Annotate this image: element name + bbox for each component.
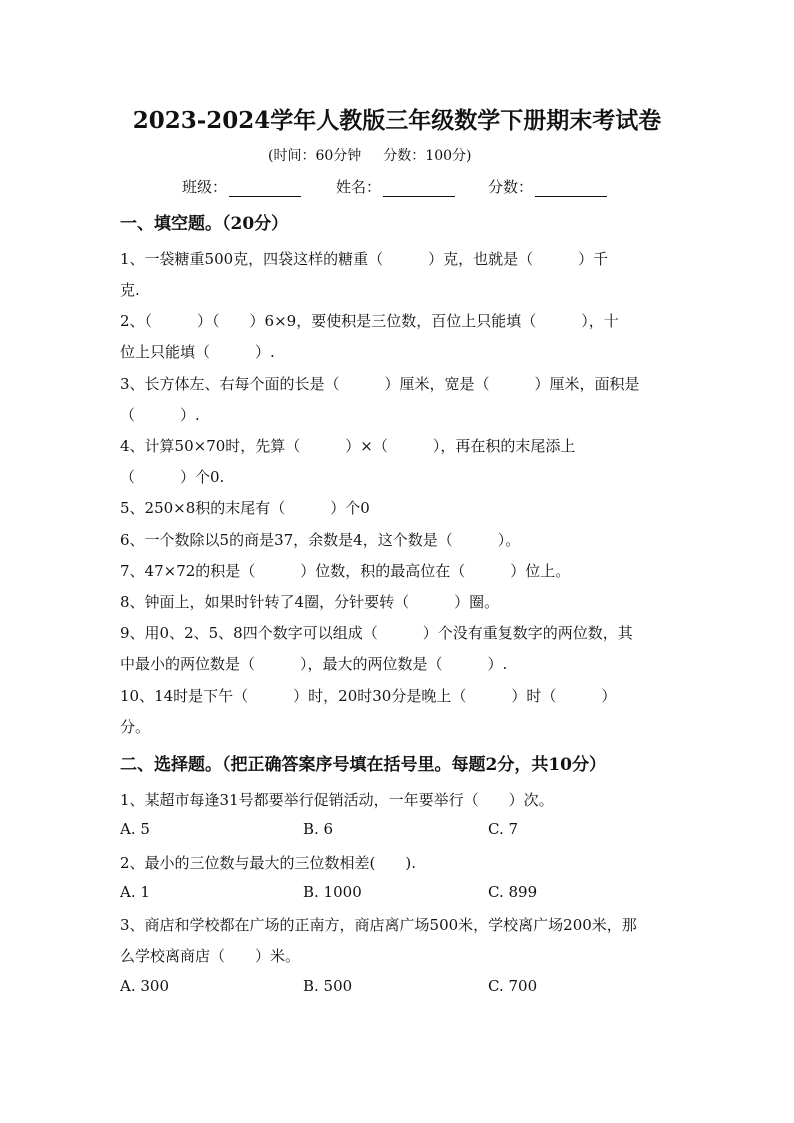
question-line: 9、用0、2、5、8四个数字可以组成（ ）个没有重复数字的两位数，其 <box>120 624 633 642</box>
class-label: 班级： <box>182 178 228 196</box>
question-line: 7、47×72的积是（ ）位数，积的最高位在（ ）位上。 <box>120 562 571 580</box>
q2-option-c[interactable]: C. 899 <box>488 883 538 901</box>
q3-option-b[interactable]: B. 500 <box>303 977 353 995</box>
question-line: 5、250×8积的末尾有（ ）个0 <box>120 499 370 517</box>
class-field <box>182 176 301 197</box>
choice-question-3-cont: 么学校离商店（ ）米。 <box>120 947 301 965</box>
choice-question-2: 2、最小的三位数与最大的三位数相差( ). <box>120 854 417 872</box>
question-line: 6、一个数除以5的商是37，余数是4，这个数是（ ）。 <box>120 531 521 549</box>
question-line: 10、14时是下午（ ）时，20时30分是晚上（ ）时（ ） <box>120 687 617 705</box>
q1-option-b[interactable]: B. 6 <box>303 820 334 838</box>
score-blank[interactable] <box>535 180 607 197</box>
total-score: 分数：100分) <box>383 148 472 164</box>
q3-option-c[interactable]: C. 700 <box>488 977 538 995</box>
question-line: 8、钟面上，如果时针转了4圈，分针要转（ ）圈。 <box>120 593 500 611</box>
name-field <box>336 176 455 197</box>
q2-option-b[interactable]: B. 1000 <box>303 883 362 901</box>
question-line: 克. <box>120 281 140 299</box>
score-label: 分数： <box>488 178 534 196</box>
q3-option-a[interactable]: A. 300 <box>120 977 169 995</box>
name-label: 姓名： <box>336 178 382 196</box>
score-field <box>488 176 607 197</box>
section-2-heading: 二、选择题。（把正确答案序号填在括号里。每题2分，共10分） <box>120 755 606 775</box>
name-blank[interactable] <box>383 180 455 197</box>
question-line: 2、（ ）（ ）6×9，要使积是三位数，百位上只能填（ ），十 <box>120 312 619 330</box>
q1-option-c[interactable]: C. 7 <box>488 820 519 838</box>
q1-option-a[interactable]: A. 5 <box>120 820 150 838</box>
question-line: 1、一袋糖重500克，四袋这样的糖重（ ）克，也就是（ ）千 <box>120 250 609 268</box>
class-blank[interactable] <box>229 180 301 197</box>
question-line: 中最小的两位数是（ ），最大的两位数是（ ）. <box>120 655 508 673</box>
question-line: 分。 <box>120 718 151 736</box>
question-line: 4、计算50×70时，先算（ ）×（ ），再在积的末尾添上 <box>120 437 576 455</box>
question-line: （ ）. <box>120 406 200 424</box>
q2-option-a[interactable]: A. 1 <box>120 883 150 901</box>
choice-question-1: 1、某超市每逢31号都要举行促销活动，一年要举行（ ）次。 <box>120 791 554 809</box>
exam-meta <box>268 145 471 165</box>
choice-question-3: 3、商店和学校都在广场的正南方，商店离广场500米，学校离广场200米，那 <box>120 916 637 934</box>
section-1-heading: 一、填空题。（20分） <box>120 214 289 234</box>
question-line: （ ）个0. <box>120 468 225 486</box>
question-line: 3、长方体左、右每个面的长是（ ）厘米，宽是（ ）厘米，面积是 <box>120 375 640 393</box>
question-line: 位上只能填（ ）. <box>120 343 275 361</box>
page-title: 2023-2024学年人教版三年级数学下册期末考试卷 <box>132 107 662 134</box>
time-limit: (时间：60分钟 <box>268 148 362 164</box>
